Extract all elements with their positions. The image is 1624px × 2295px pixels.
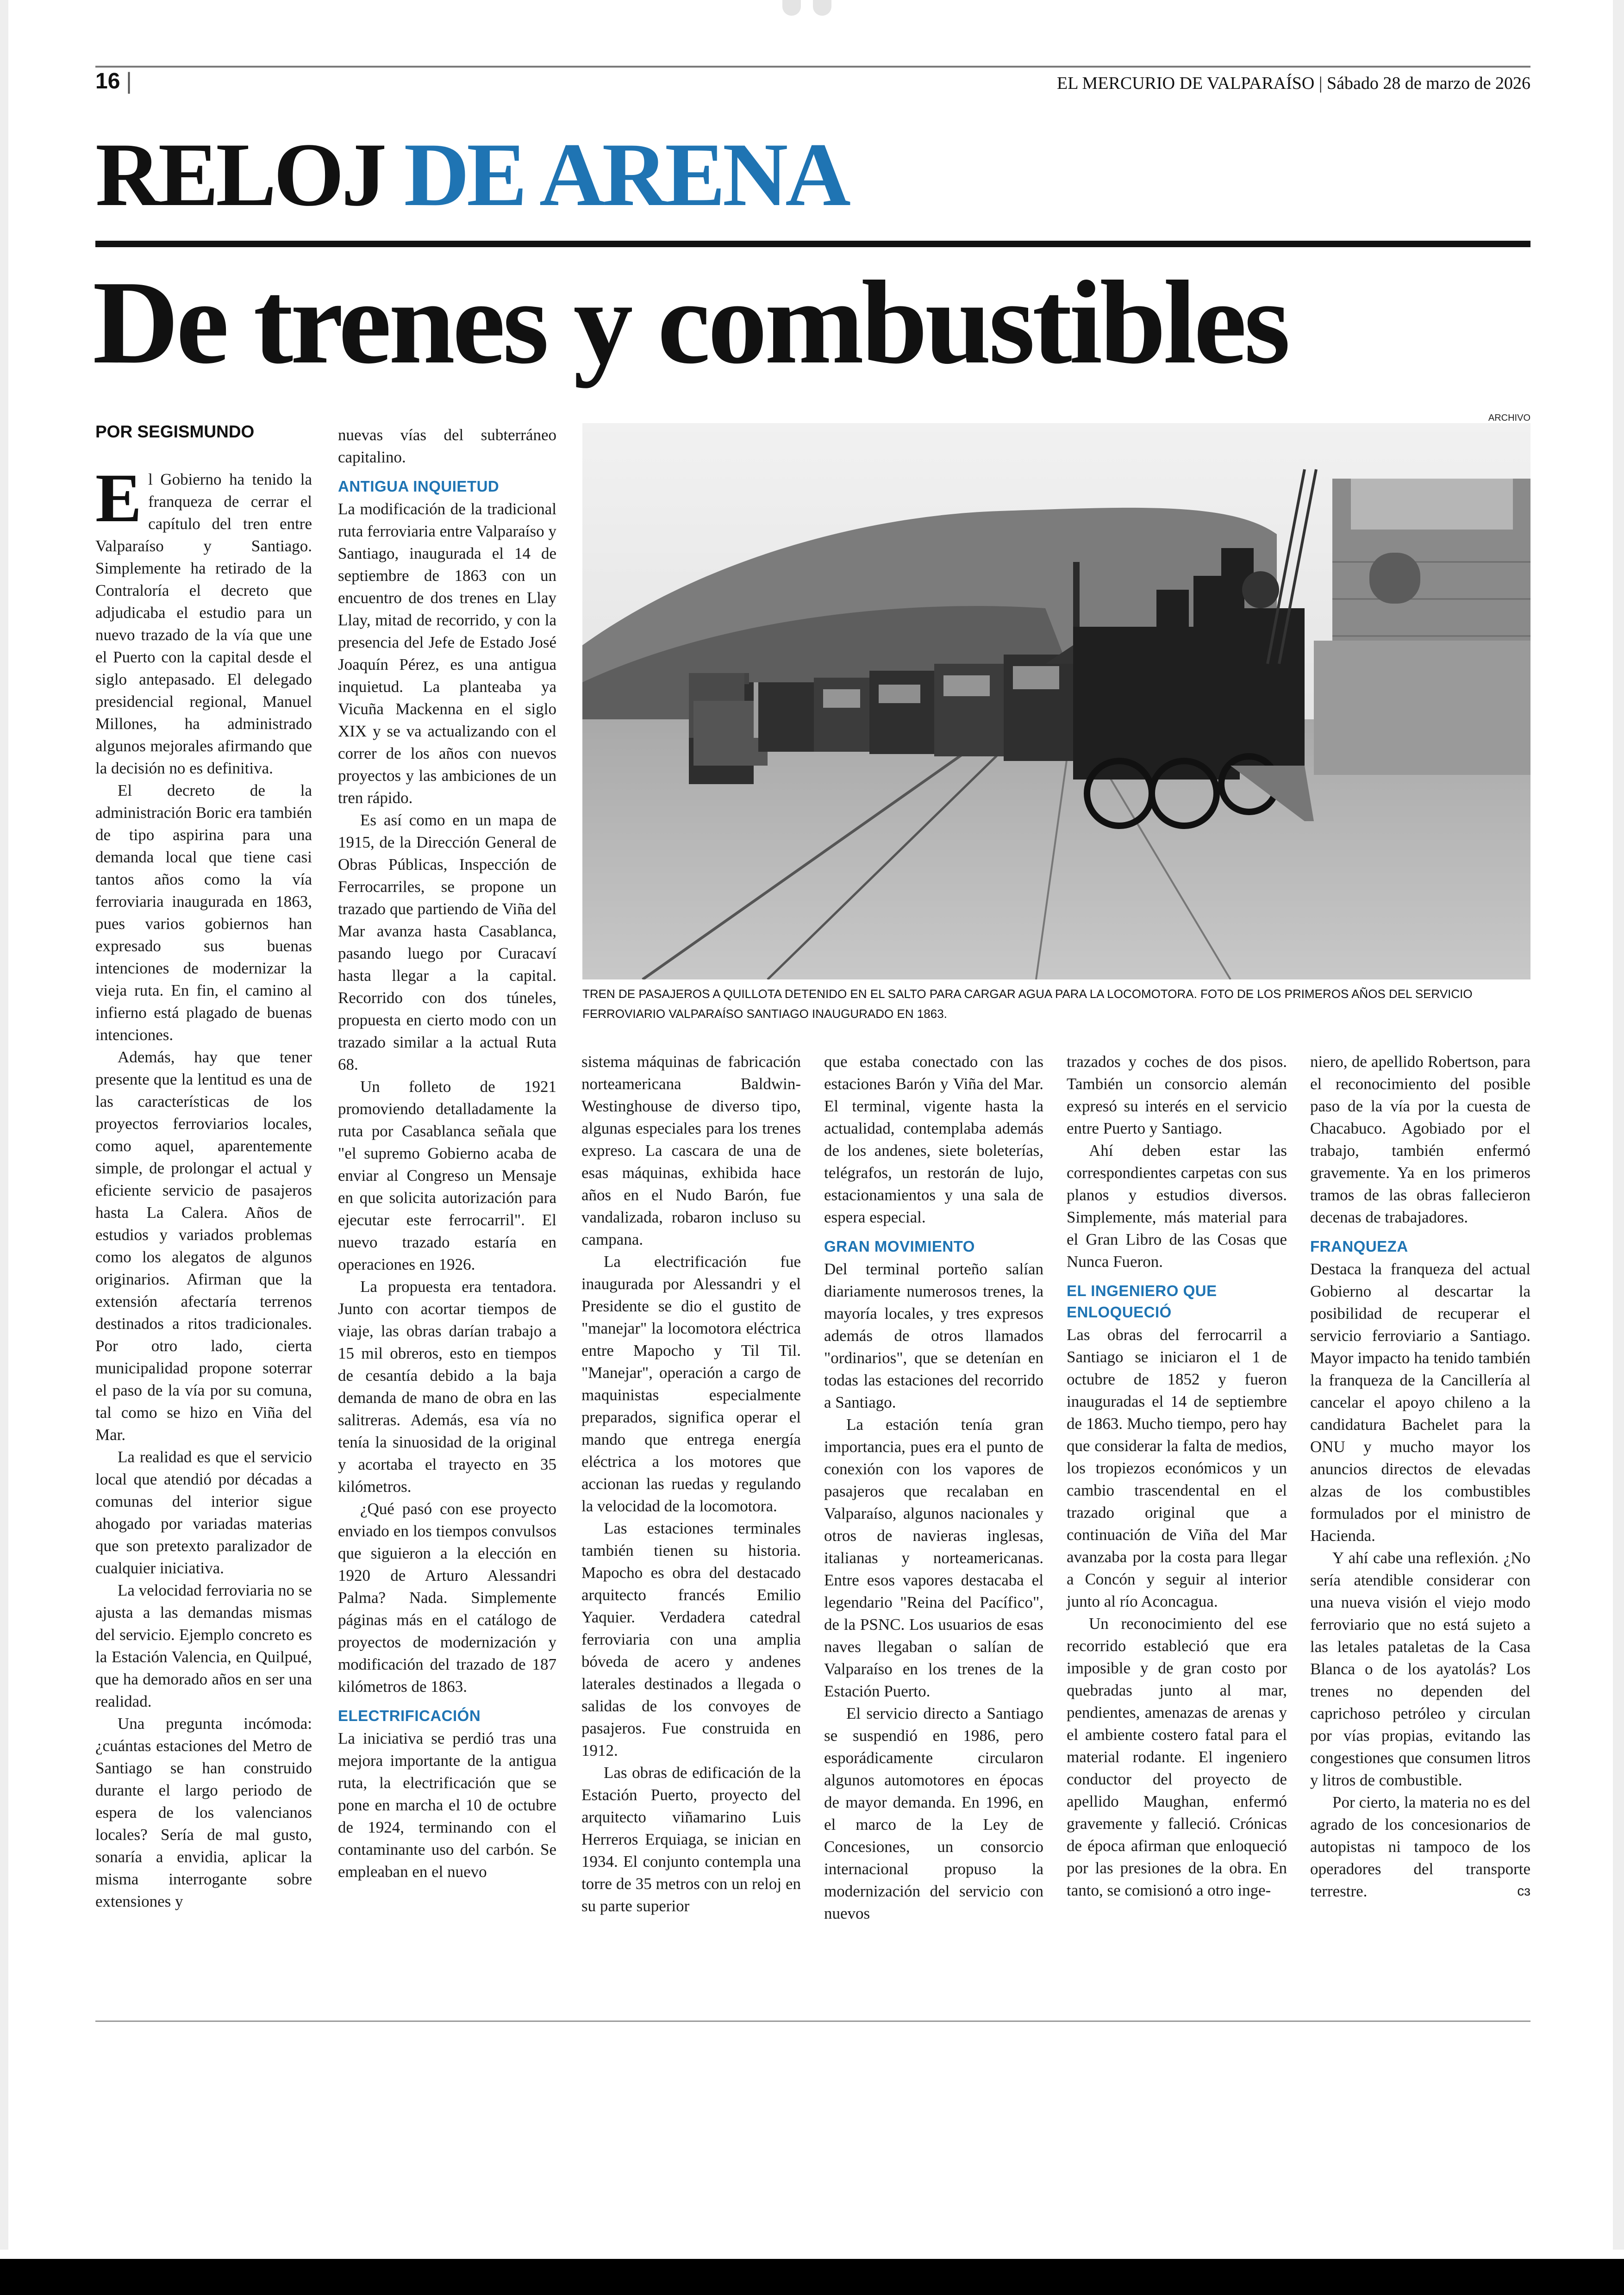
subheading: ANTIGUA INQUIETUD [338, 478, 500, 495]
headline: De trenes y combustibles [93, 256, 1288, 388]
paragraph: Es así como en un mapa de 1915, de la Dirección General de Obras Públicas, Inspección de Ferrocarriles, se propone un trazado que partiendo de Viña del Mar avanza hasta Casablanca, pasando luego por Curacaví hasta llegar a la capital. Recorrido con dos túneles, propuesta en cierto modo con un trazado similar a la actual Ruta 68. [338, 811, 556, 1073]
subheading: EL INGENIERO QUE ENLOQUECIÓ [1067, 1282, 1217, 1321]
paragraph [95, 460, 312, 780]
paragraph: La estación tenía gran importancia, pues era el punto de conexión con los vapores de pasajeros que recalaban en Valparaíso, algunos nacionales y otros de navieras inglesas, italianas y norteamericanas. Entre esos vapores destacaba el legendario "Reina del Pacífico", de la PSNC. Los usuarios de esas naves llegaban o salían de Valparaíso en los trenes de la Estación Puerto. [824, 1416, 1043, 1700]
paragraph [1310, 1791, 1530, 1902]
paragraph: Del terminal porteño salían diariamente numerosos trenes, la mayoría locales, y tres expresos además de otros llamados "ordinarios", que se detenían en todas las estaciones del recorrido a Santiago. [824, 1260, 1043, 1411]
paragraph: La realidad es que el servicio local que atendió por décadas a comunas del interior sigue ahogado por variadas materias que son pretexto paralizador de cualquier iniciativa. [95, 1448, 312, 1577]
section-rule [95, 241, 1530, 247]
page-indicator [782, 0, 831, 16]
paragraph: ¿Qué pasó con ese proyecto enviado en los tiempos convulsos que siguieron a la elección en 1920 de Arturo Alessandri Palma? Nada. Simplemente páginas más en el catálogo de proyectos de modernización y modificación del trazado de 187 kilómetros de 1863. [338, 1500, 556, 1696]
photo-caption: TREN DE PASAJEROS A QUILLOTA DETENIDO EN EL SALTO PARA CARGAR AGUA PARA LA LOCOMOTORA. FOTO DE LOS PRIMEROS AÑOS DEL SERVICIO FERROVIARIO VALPARAÍSO SANTIAGO INAUGURADO EN 1863. [582, 987, 1473, 1021]
subheading: FRANQUEZA [1310, 1238, 1408, 1255]
article-column-6 [1310, 1051, 1530, 1902]
paragraph: El decreto de la administración Boric era también de tipo aspirina para una demanda local que tiene casi tantos años como la vía ferroviaria inaugurada en 1863, pues varios gobiernos han expresado sus buenas intenciones de modernizar la vieja ruta. En fin, el camino al infierno está plagado de buenas intenciones. [95, 781, 312, 1044]
byline: POR SEGISMUNDO [95, 422, 255, 441]
bottom-bar [0, 2259, 1624, 2295]
paragraph: Un reconocimiento del ese recorrido estableció que era imposible y de gran costo por quebradas junto al mar, pendientes, amenazas de arenas y el ambiente costero fatal para el material rodante. El ingeniero conductor del proyecto de apellido Maughan, enfermó gravemente y falleció. Crónicas de época afirman que enloqueció por las presiones de la obra. En tanto, se comisionó a otro inge- [1067, 1615, 1287, 1899]
right-scroll-edge [1613, 0, 1624, 2250]
article-column-2 [338, 424, 556, 1883]
page-number-separator: | [126, 68, 132, 94]
paragraph: niero, de apellido Robertson, para el reconocimiento del posible paso de la vía por la cuesta de Chacabuco. Agobiado por el trabajo, también enfermó gravemente. Ya en los primeros tramos de las obras fallecieron decenas de trabajadores. [1310, 1053, 1530, 1226]
paragraph: Además, hay que tener presente que la lentitud es una de las características de los proyectos ferroviarios locales, como aquel, aparentemente simple, de prolongar el actual y eficiente servicio de pasajeros hasta La Calera. Años de estudios y variados problemas como los alegatos de algunos originarios. Afirman que la extensión afectaría terrenos destinados a ritos tradicionales. Por otro lado, cierta municipalidad propone soterrar el paso de la vía por su comuna, tal como se hizo en Viña del Mar. [95, 1048, 312, 1444]
paragraph-text: Por cierto, la materia no es del agrado de los concesionarios de autopistas ni tampoco de los operadores del transporte terrestre. [1310, 1793, 1530, 1900]
paragraph: Una pregunta incómoda: ¿cuántas estaciones del Metro de Santiago se han construido durante el largo periodo de espera de los valencianos locales? Sería de mal gusto, sonaría a envidia, aplicar la misma interrogante sobre extensiones y [95, 1715, 312, 1910]
paragraph: Las obras del ferrocarril a Santiago se iniciaron el 1 de octubre de 1852 y fueron inauguradas el 14 de septiembre de 1863. Mucho tiempo, pero hay que considerar la falta de medios, los tropiezos económicos y un cambio trascendental en el trazado original que a continuación de Viña del Mar avanzaba por la costa para llegar a Concón y seguir al interior junto al río Aconcagua. [1067, 1326, 1287, 1610]
paragraph: trazados y coches de dos pisos. También un consorcio alemán expresó su interés en el servicio entre Puerto y Santiago. [1067, 1053, 1287, 1137]
page-number: 16 [95, 69, 120, 94]
page-dot [782, 0, 801, 16]
paragraph: nuevas vías del subterráneo capitalino. [338, 426, 556, 466]
paragraph: sistema máquinas de fabricación norteamericana Baldwin-Westinghouse de diverso tipo, algunas especiales para los trenes expreso. La cascara de una de esas máquinas, exhibida hace años en el Nudo Barón, fue vandalizada, robaron incluso su campana. [581, 1053, 801, 1248]
article-column-5 [1067, 1051, 1287, 1902]
paragraph: Ahí deben estar las correspondientes carpetas con sus planos y estudios diversos. Simplemente, más material para el Gran Libro de las Cosas que Nunca Fueron. [1067, 1141, 1287, 1271]
page-dot [813, 0, 831, 16]
article-column-1 [95, 460, 312, 1913]
section-title-word2: DE ARENA [404, 125, 848, 225]
article-column-4 [824, 1051, 1043, 1925]
paragraph: La iniciativa se perdió tras una mejora importante de la antigua ruta, la electrificación que se pone en marcha el 10 de octubre de 1924, terminando con el contaminante uso del carbón. Se empleaban en el nuevo [338, 1729, 556, 1881]
train-photo-illustration [582, 423, 1530, 979]
paragraph: Las estaciones terminales también tienen su historia. Mapocho es obra del destacado arquitecto francés Emilio Yaquier. Verdadera catedral ferroviaria con una amplia bóveda de acero y andenes laterales destinados a llegada o salidas de los convoyes de pasajeros. Fue construida en 1912. [581, 1519, 801, 1759]
paragraph: El servicio directo a Santiago se suspendió en 1986, pero esporádicamente circularon algunos automotores en épocas de mayor demanda. En 1996, en el marco de la Ley de Concesiones, un consorcio internacional propuso la modernización del servicio con nuevos [824, 1704, 1043, 1922]
left-scroll-edge [0, 0, 8, 2250]
article-column-3 [581, 1051, 801, 1917]
paragraph: La electrificación fue inaugurada por Alessandri y el Presidente se dio el gustito de "manejar" la locomotora eléctrica entre Mapocho y Til Til. "Manejar", operación a cargo de maquinistas especialmente preparados, significa operar el mando que entrega energía eléctrica a los motores que accionan las ruedas y regulando la velocidad de la locomotora. [581, 1253, 801, 1515]
paragraph: Las obras de edificación de la Estación Puerto, proyecto del arquitecto viñamarino Luis Herreros Erquiaga, se inician en 1934. El conjunto contempla una torre de 35 metros con un reloj en su parte superior [581, 1764, 801, 1915]
paragraph: Destaca la franqueza del actual Gobierno al descartar la posibilidad de recuperar el servicio ferroviario a Santiago. Mayor impacto ha tenido también la franqueza de la Cancillería al cancelar el apoyo chileno a la candidatura Bachelet para la ONU y mucho mayor los anuncios directos de elevadas alzas de los combustibles formulados por el ministro de Hacienda. [1310, 1260, 1530, 1545]
end-mark: cɜ [1517, 1883, 1530, 1899]
header-rule [95, 66, 1530, 68]
subheading: GRAN MOVIMIENTO [824, 1238, 975, 1255]
drop-cap: E [95, 460, 142, 536]
paragraph: La propuesta era tentadora. Junto con acortar tiempos de viaje, las obras darían trabajo a 15 mil obreros, esto en tiempos de cesantía debido a la baja demanda de mano de obra en las salitreras. Además, esa vía no tenía la sinuosidad de la original y acortaba el trayecto en 35 kilómetros. [338, 1278, 556, 1496]
section-title [95, 125, 848, 225]
paragraph-text: l Gobierno ha tenido la franqueza de cerrar el capítulo del tren entre Valparaíso y Santiago. Simplemente ha retirado de la Contraloría el decreto que adjudicaba el estudio para un nuevo trazado de la vía que une el Puerto con la capital desde el siglo antepasado. El delegado presidencial regional, Manuel Millones, ha administrado algunos mejorales afirmando que la decisión no es definitiva. [95, 470, 312, 777]
section-title-word1: RELOJ [95, 125, 384, 225]
paragraph: La modificación de la tradicional ruta ferroviaria entre Valparaíso y Santiago, inaugurada el 14 de septiembre de 1863 con un encuentro de dos trenes en Llay Llay, mitad de recorrido, y con la presencia del Jefe de Estado José Joaquín Pérez, es una antigua inquietud. La planteaba ya Vicuña Mackenna en el siglo XIX y se va actualizando con el correr de los años con nuevos proyectos y las ambiciones de un tren rápido. [338, 500, 556, 807]
paragraph: que estaba conectado con las estaciones Barón y Viña del Mar. El terminal, vigente hasta la actualidad, contemplaba además de los andenes, siete boleterías, telégrafos, un restorán de lujo, estacionamientos y una sala de espera especial. [824, 1053, 1043, 1226]
photo-credit: ARCHIVO [1488, 413, 1530, 423]
paragraph: Un folleto de 1921 promoviendo detalladamente la ruta por Casablanca señala que "el supremo Gobierno acaba de enviar al Congreso un Mensaje en que solicita autorización para ejecutar este ferrocarril". El nuevo trazado estaría en operaciones en 1926. [338, 1078, 556, 1273]
bottom-rule [95, 2021, 1530, 2022]
paragraph: Y ahí cabe una reflexión. ¿No sería atendible considerar con una nueva visión el viejo modo ferroviario que no está sujeto a las letales pataletas de la Casa Blanca o de los ayatolás? Los trenes no dependen del caprichoso petróleo y circulan por vías propias, evitando las congestiones que consumen litros y litros de combustible. [1310, 1549, 1530, 1789]
masthead-dateline: EL MERCURIO DE VALPARAÍSO | Sábado 28 de marzo de 2026 [1056, 74, 1530, 93]
train-photo [582, 423, 1530, 979]
paragraph: La velocidad ferroviaria no se ajusta a las demandas mismas del servicio. Ejemplo concreto es la Estación Valencia, en Quilpué, que ha demorado años en ser una realidad. [95, 1581, 312, 1710]
subheading: ELECTRIFICACIÓN [338, 1707, 481, 1724]
